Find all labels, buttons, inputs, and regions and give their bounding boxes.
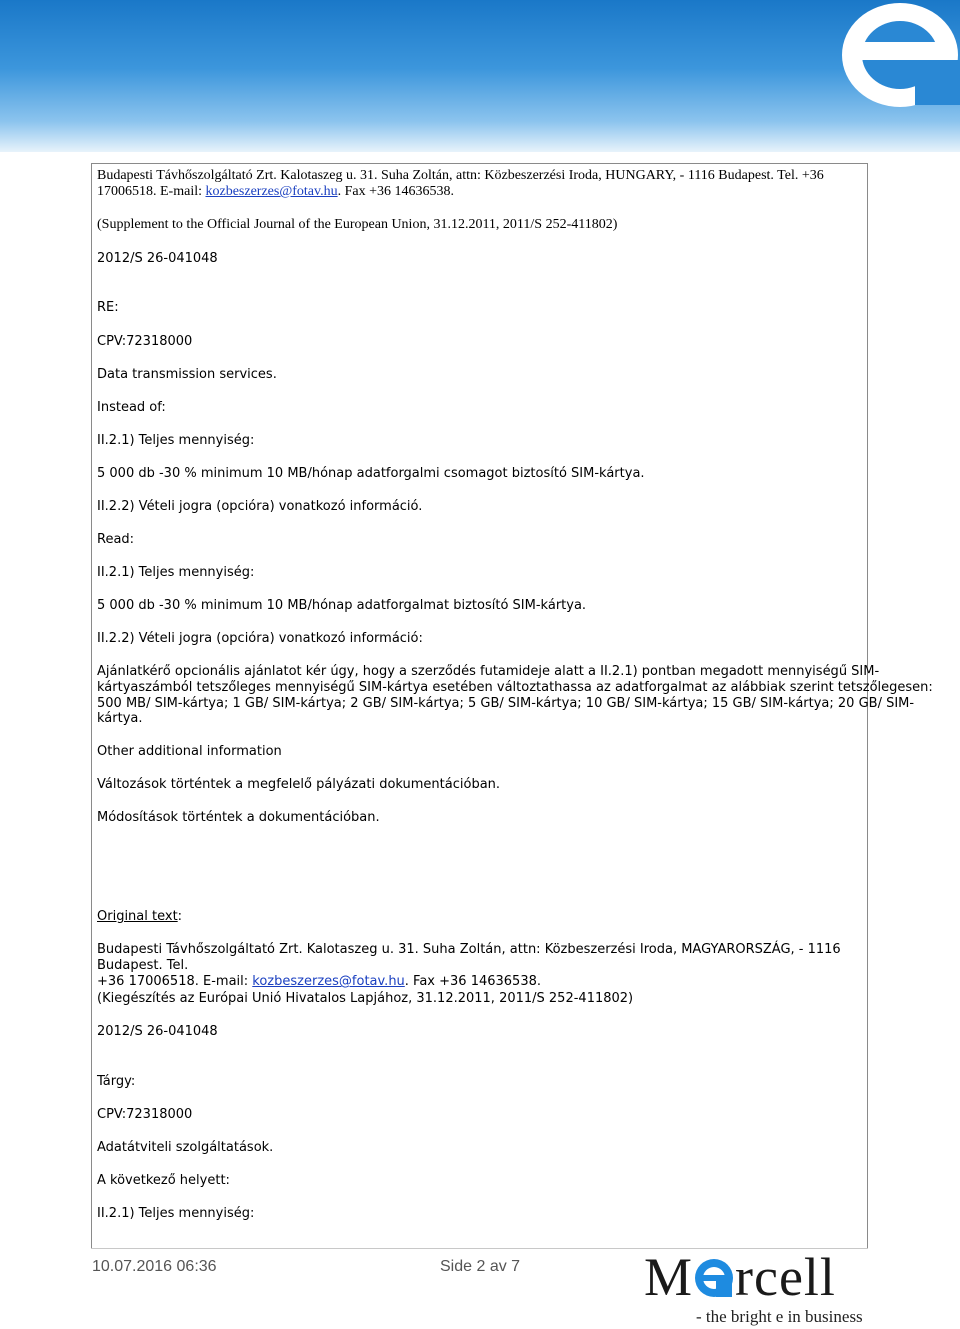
page-number: Side 2 av 7 bbox=[440, 1258, 521, 1275]
email-link[interactable]: kozbeszerzes@fotav.hu bbox=[205, 184, 338, 199]
option-old: II.2.2) Vételi jogra (opcióra) vonatkozó információ. bbox=[97, 499, 423, 514]
brand-e-icon bbox=[693, 1257, 735, 1299]
subject-label: Tárgy: bbox=[97, 1074, 136, 1089]
quantity-new: 5 000 db -30 % minimum 10 MB/hónap adatforgalmat biztosító SIM-kártya. bbox=[97, 598, 587, 613]
brand-tagline: - the bright e in business bbox=[696, 1307, 863, 1326]
supplement-line: (Supplement to the Official Journal of the European Union, 31.12.2011, 2011/S 252-411802) bbox=[97, 217, 618, 232]
changes-line: Változások történtek a megfelelő pályázati dokumentációban. bbox=[97, 777, 501, 792]
print-datetime: 10.07.2016 06:36 bbox=[92, 1258, 217, 1275]
re-label: RE: bbox=[97, 300, 119, 315]
changes-line: Módosítások történtek a dokumentációban. bbox=[97, 810, 380, 825]
cpv-code: CPV:72318000 bbox=[97, 1107, 193, 1122]
option-new: II.2.2) Vételi jogra (opcióra) vonatkozó információ: bbox=[97, 631, 423, 646]
e-logo-icon bbox=[815, 0, 960, 115]
cpv-description: Data transmission services. bbox=[97, 367, 277, 382]
notice-number: 2012/S 26-041048 bbox=[97, 251, 218, 266]
quantity-heading: II.2.1) Teljes mennyiség: bbox=[97, 565, 255, 580]
option-text-line: kártya. bbox=[97, 711, 143, 726]
option-text-line: Ajánlatkérő opcionális ajánlatot kér úgy, hogy a szerződés futamideje alatt a II.2.1) pontban megadott mennyiségű SIM- bbox=[97, 664, 880, 679]
instead-of-label: A következő helyett: bbox=[97, 1173, 230, 1188]
address-en: Budapesti Távhőszolgáltató Zrt. Kalotaszeg u. 31. Suha Zoltán, attn: Közbeszerzési Iroda, HUNGARY, - 1116 Budapest. Tel. +36 17006518. E-mail: kozbeszerzes@fotav.hu. Fax +36 14636538. bbox=[97, 168, 824, 199]
read-label: Read: bbox=[97, 532, 135, 547]
quantity-old: 5 000 db -30 % minimum 10 MB/hónap adatforgalmi csomagot biztosító SIM-kártya. bbox=[97, 466, 645, 481]
supplement-line: (Kiegészítés az Európai Unió Hivatalos Lapjához, 31.12.2011, 2011/S 252-411802) bbox=[97, 991, 634, 1006]
cpv-description: Adatátviteli szolgáltatások. bbox=[97, 1140, 274, 1155]
original-text-heading: Original text: bbox=[97, 909, 183, 924]
quantity-heading: II.2.1) Teljes mennyiség: bbox=[97, 1206, 255, 1221]
other-info-label: Other additional information bbox=[97, 744, 282, 759]
cpv-code: CPV:72318000 bbox=[97, 334, 193, 349]
header-banner bbox=[0, 0, 960, 152]
mercell-logo bbox=[644, 1247, 870, 1329]
notice-number: 2012/S 26-041048 bbox=[97, 1024, 218, 1039]
email-link[interactable]: kozbeszerzes@fotav.hu bbox=[252, 974, 405, 989]
option-text-line: kártyaszámból tetszőleges mennyiségű SIM-kártya esetében változtathassa az adatforgalmat az alábbiak szerint tetszőlegesen: bbox=[97, 680, 933, 695]
address-original: Budapesti Távhőszolgáltató Zrt. Kalotaszeg u. 31. Suha Zoltán, attn: Közbeszerzési Iroda, MAGYARORSZÁG, - 1116 Budapest. Tel. +36 17006518. E-mail: kozbeszerzes@fotav.hu. Fax +36 14636538. bbox=[97, 942, 841, 989]
instead-of-label: Instead of: bbox=[97, 400, 166, 415]
quantity-heading: II.2.1) Teljes mennyiség: bbox=[97, 433, 255, 448]
option-text-line: 500 MB/ SIM-kártya; 1 GB/ SIM-kártya; 2 GB/ SIM-kártya; 5 GB/ SIM-kártya; 10 GB/ SIM-kártya; 15 GB/ SIM-kártya; 20 GB/ SIM- bbox=[97, 696, 915, 711]
brand-wordmark: M rcell bbox=[644, 1247, 836, 1307]
